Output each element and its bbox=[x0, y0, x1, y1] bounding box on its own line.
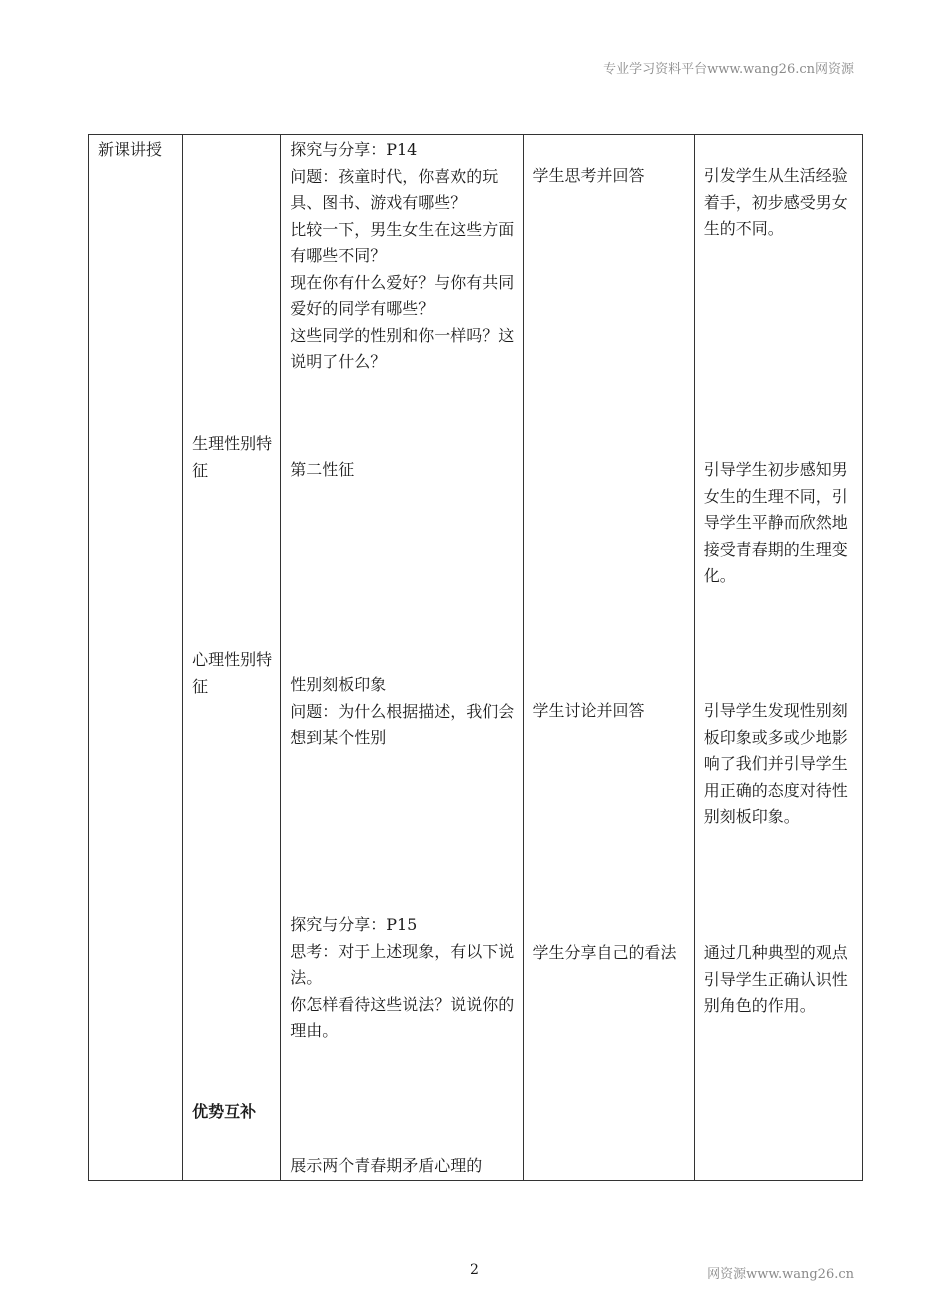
lesson-plan-table bbox=[88, 134, 863, 1181]
show-contradiction-text: 展示两个青春期矛盾心理的 bbox=[290, 1156, 483, 1175]
teacher-activity-cell bbox=[281, 135, 523, 1181]
student-share-views: 学生分享自己的看法 bbox=[532, 943, 677, 962]
intent-gender-role: 通过几种典型的观点引导学生正确认识性别角色的作用。 bbox=[703, 943, 848, 1015]
page-header: 专业学习资料平台www.wang26.cn网资源 bbox=[603, 62, 854, 77]
student-discuss-answer: 学生讨论并回答 bbox=[532, 701, 645, 720]
section-label: 新课讲授 bbox=[98, 140, 163, 159]
table-row bbox=[89, 135, 863, 1181]
second-sex-characteristics: 第二性征 bbox=[290, 460, 355, 479]
topic-physiological-gender: 生理性别特征 bbox=[192, 434, 273, 480]
topic-complementary-advantages: 优势互补 bbox=[192, 1102, 257, 1121]
intent-gender-stereotype: 引导学生发现性别刻板印象或多或少地影响了我们并引导学生用正确的态度对待性别刻板印象。 bbox=[703, 701, 848, 826]
section-cell bbox=[89, 135, 183, 1181]
student-think-answer: 学生思考并回答 bbox=[532, 166, 645, 185]
intent-physiological-difference: 引导学生初步感知男女生的生理不同，引导学生平静而欣然地接受青春期的生理变化。 bbox=[703, 460, 848, 585]
topic-psychological-gender: 心理性别特征 bbox=[192, 650, 273, 696]
design-intent-cell bbox=[694, 135, 862, 1181]
explore-share-p14: 探究与分享：P14 问题：孩童时代，你喜欢的玩具、图书、游戏有哪些？ 比较一下，男生女生在这些方面有哪些不同？ 现在你有什么爱好？与你有共同爱好的同学有哪些？ 这些同学的性别和你一样吗？这说明了什么？ bbox=[290, 140, 515, 371]
topic-cell bbox=[183, 135, 281, 1181]
page-number: 2 bbox=[470, 1262, 479, 1278]
intent-life-experience: 引发学生从生活经验着手，初步感受男女生的不同。 bbox=[703, 166, 848, 238]
explore-share-p15: 探究与分享：P15 思考：对于上述现象，有以下说法。 你怎样看待这些说法？说说你的理由。 bbox=[290, 915, 515, 1040]
page-footer: 网资源www.wang26.cn bbox=[707, 1267, 854, 1282]
gender-stereotype-question: 性别刻板印象 问题：为什么根据描述，我们会想到某个性别 bbox=[290, 675, 515, 747]
student-activity-cell bbox=[523, 135, 694, 1181]
